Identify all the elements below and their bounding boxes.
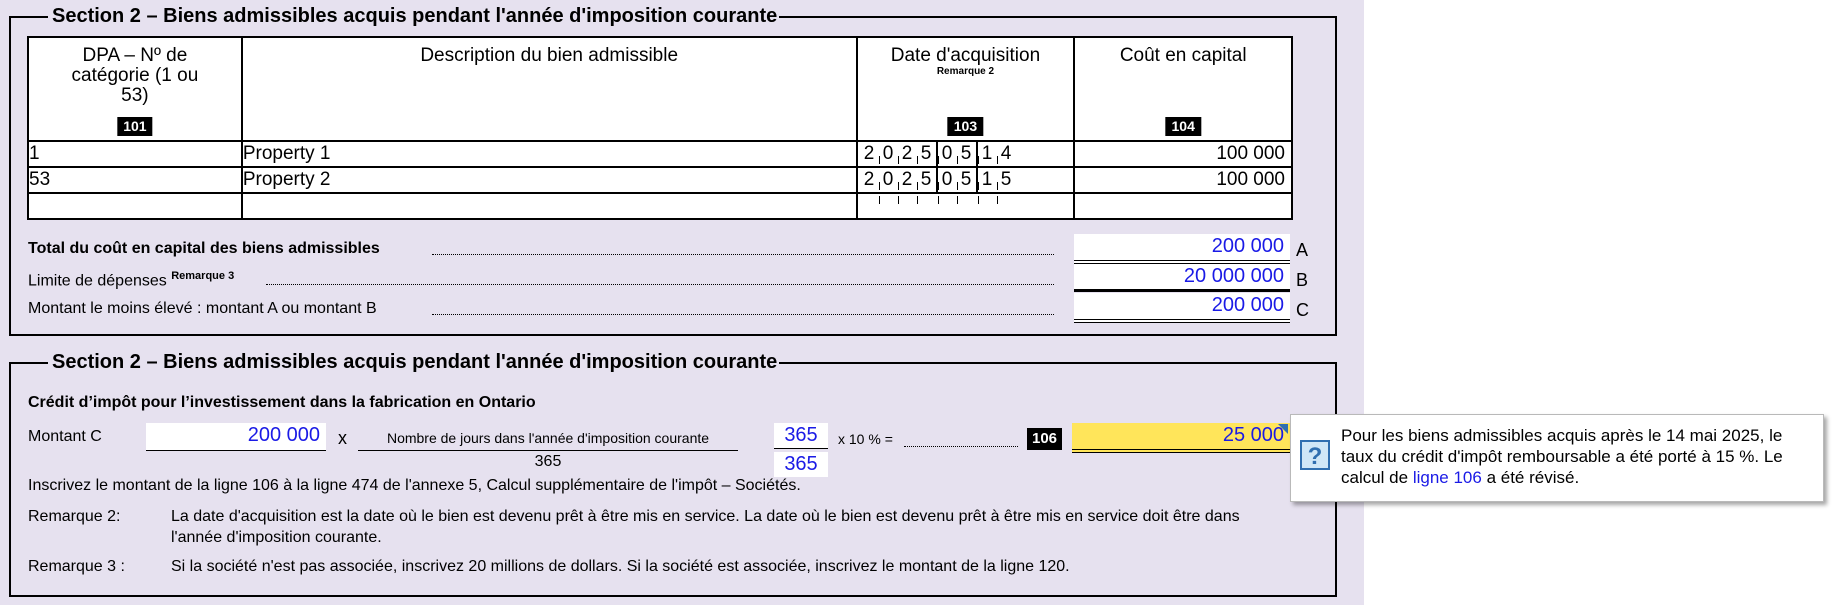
description-cell[interactable]: Property 2 (242, 167, 857, 193)
comment-marker (1278, 424, 1288, 434)
help-tooltip (1290, 414, 1824, 502)
table-row (28, 141, 1292, 167)
days-input[interactable]: 365 (774, 423, 828, 449)
field-code-101: 101 (117, 117, 152, 136)
description-cell[interactable]: Property 1 (242, 141, 857, 167)
fraction-denominator: 365 (534, 453, 562, 470)
expense-limit-value[interactable]: 20 000 000 (1074, 264, 1290, 292)
rate-label: x 10 % = (838, 431, 893, 447)
description-cell[interactable] (242, 193, 857, 219)
header-dpa: DPA – Nº de catégorie (1 ou 53) 101 (28, 37, 242, 141)
dpa-cell[interactable]: 53 (28, 167, 242, 193)
cost-cell[interactable]: 100 000 (1074, 141, 1292, 167)
date-cell[interactable]: 2 0 2 5 0 5 1 4 (857, 141, 1075, 167)
question-icon[interactable]: ? (1300, 440, 1330, 470)
table-row (28, 193, 1292, 219)
section-title: Section 2 – Biens admissibles acquis pendant l'année d'imposition courante (48, 5, 779, 27)
section-title: Section 2 – Biens admissibles acquis pendant l'année d'imposition courante (48, 351, 779, 373)
note-3-label: Remarque 3 : (28, 558, 125, 575)
date-cell[interactable]: 2 0 2 5 0 5 1 5 (857, 167, 1075, 193)
leader-dots (432, 314, 1054, 315)
table-row (28, 167, 1292, 193)
montant-c-label: Montant C (28, 428, 102, 445)
date-cell[interactable] (857, 193, 1075, 219)
lesser-amount-label: Montant le moins élevé : montant A ou montant B (28, 300, 377, 317)
credit-subtitle: Crédit d’impôt pour l’investissement dans la fabrication en Ontario (28, 394, 536, 411)
field-code-103: 103 (948, 117, 983, 136)
note-2-text: La date d'acquisition est la date où le bien est devenu prêt à être mis en service. La date où le bien est devenu prêt à être mis en service doit être dans l'année d'imposition courante. (171, 508, 1240, 546)
leader-dots (266, 284, 1054, 285)
line-106-link[interactable]: ligne 106 (1412, 468, 1482, 487)
expense-limit-label: Limite de dépenses $^{Remarque 3}$ (28, 270, 235, 290)
instruction-text: Inscrivez le montant de la ligne 106 à la ligne 474 de l'annexe 5, Calcul supplémentaire de l'impôt – Sociétés. (28, 477, 801, 494)
total-cost-label: Total du coût en capital des biens admissibles (28, 240, 380, 257)
leader-dots (904, 446, 1018, 447)
note-2-label: Remarque 2: (28, 508, 121, 525)
total-cost-value[interactable]: 200 000 (1074, 234, 1290, 264)
cost-cell[interactable]: 100 000 (1074, 167, 1292, 193)
fraction-numerator: Nombre de jours dans l'année d'imposition courante (358, 430, 738, 451)
tooltip-text: Pour les biens admissibles acquis après le 14 mai 2025, le taux du crédit d'impôt remboursable a été porté à 15 %. Le calcul de ligne 106 a été révisé. (1341, 426, 1783, 487)
line-letter-b: B (1296, 270, 1309, 290)
header-description: Description du bien admissible (242, 37, 857, 141)
line-106-result[interactable]: 25 000 (1072, 423, 1290, 453)
field-code-106: 106 (1027, 428, 1062, 450)
leader-dots (432, 254, 1054, 255)
dpa-cell[interactable]: 1 (28, 141, 242, 167)
line-letter-a: A (1296, 240, 1309, 260)
field-code-104: 104 (1166, 117, 1201, 136)
montant-c-value[interactable]: 200 000 (146, 423, 326, 451)
note-3-text: Si la société n'est pas associée, inscrivez 20 millions de dollars. Si la société est associée, inscrivez le montant de la ligne 120. (171, 558, 1070, 575)
header-cost: Coût en capital 104 (1074, 37, 1292, 141)
dpa-cell[interactable] (28, 193, 242, 219)
property-table (27, 36, 1293, 220)
times-sign: x (338, 428, 347, 448)
cost-cell[interactable] (1074, 193, 1292, 219)
days-denominator: 365 (774, 452, 828, 477)
header-date: Date d'acquisition Remarque 2 103 (857, 37, 1075, 141)
line-letter-c: C (1296, 300, 1309, 320)
lesser-amount-value[interactable]: 200 000 (1074, 293, 1290, 323)
